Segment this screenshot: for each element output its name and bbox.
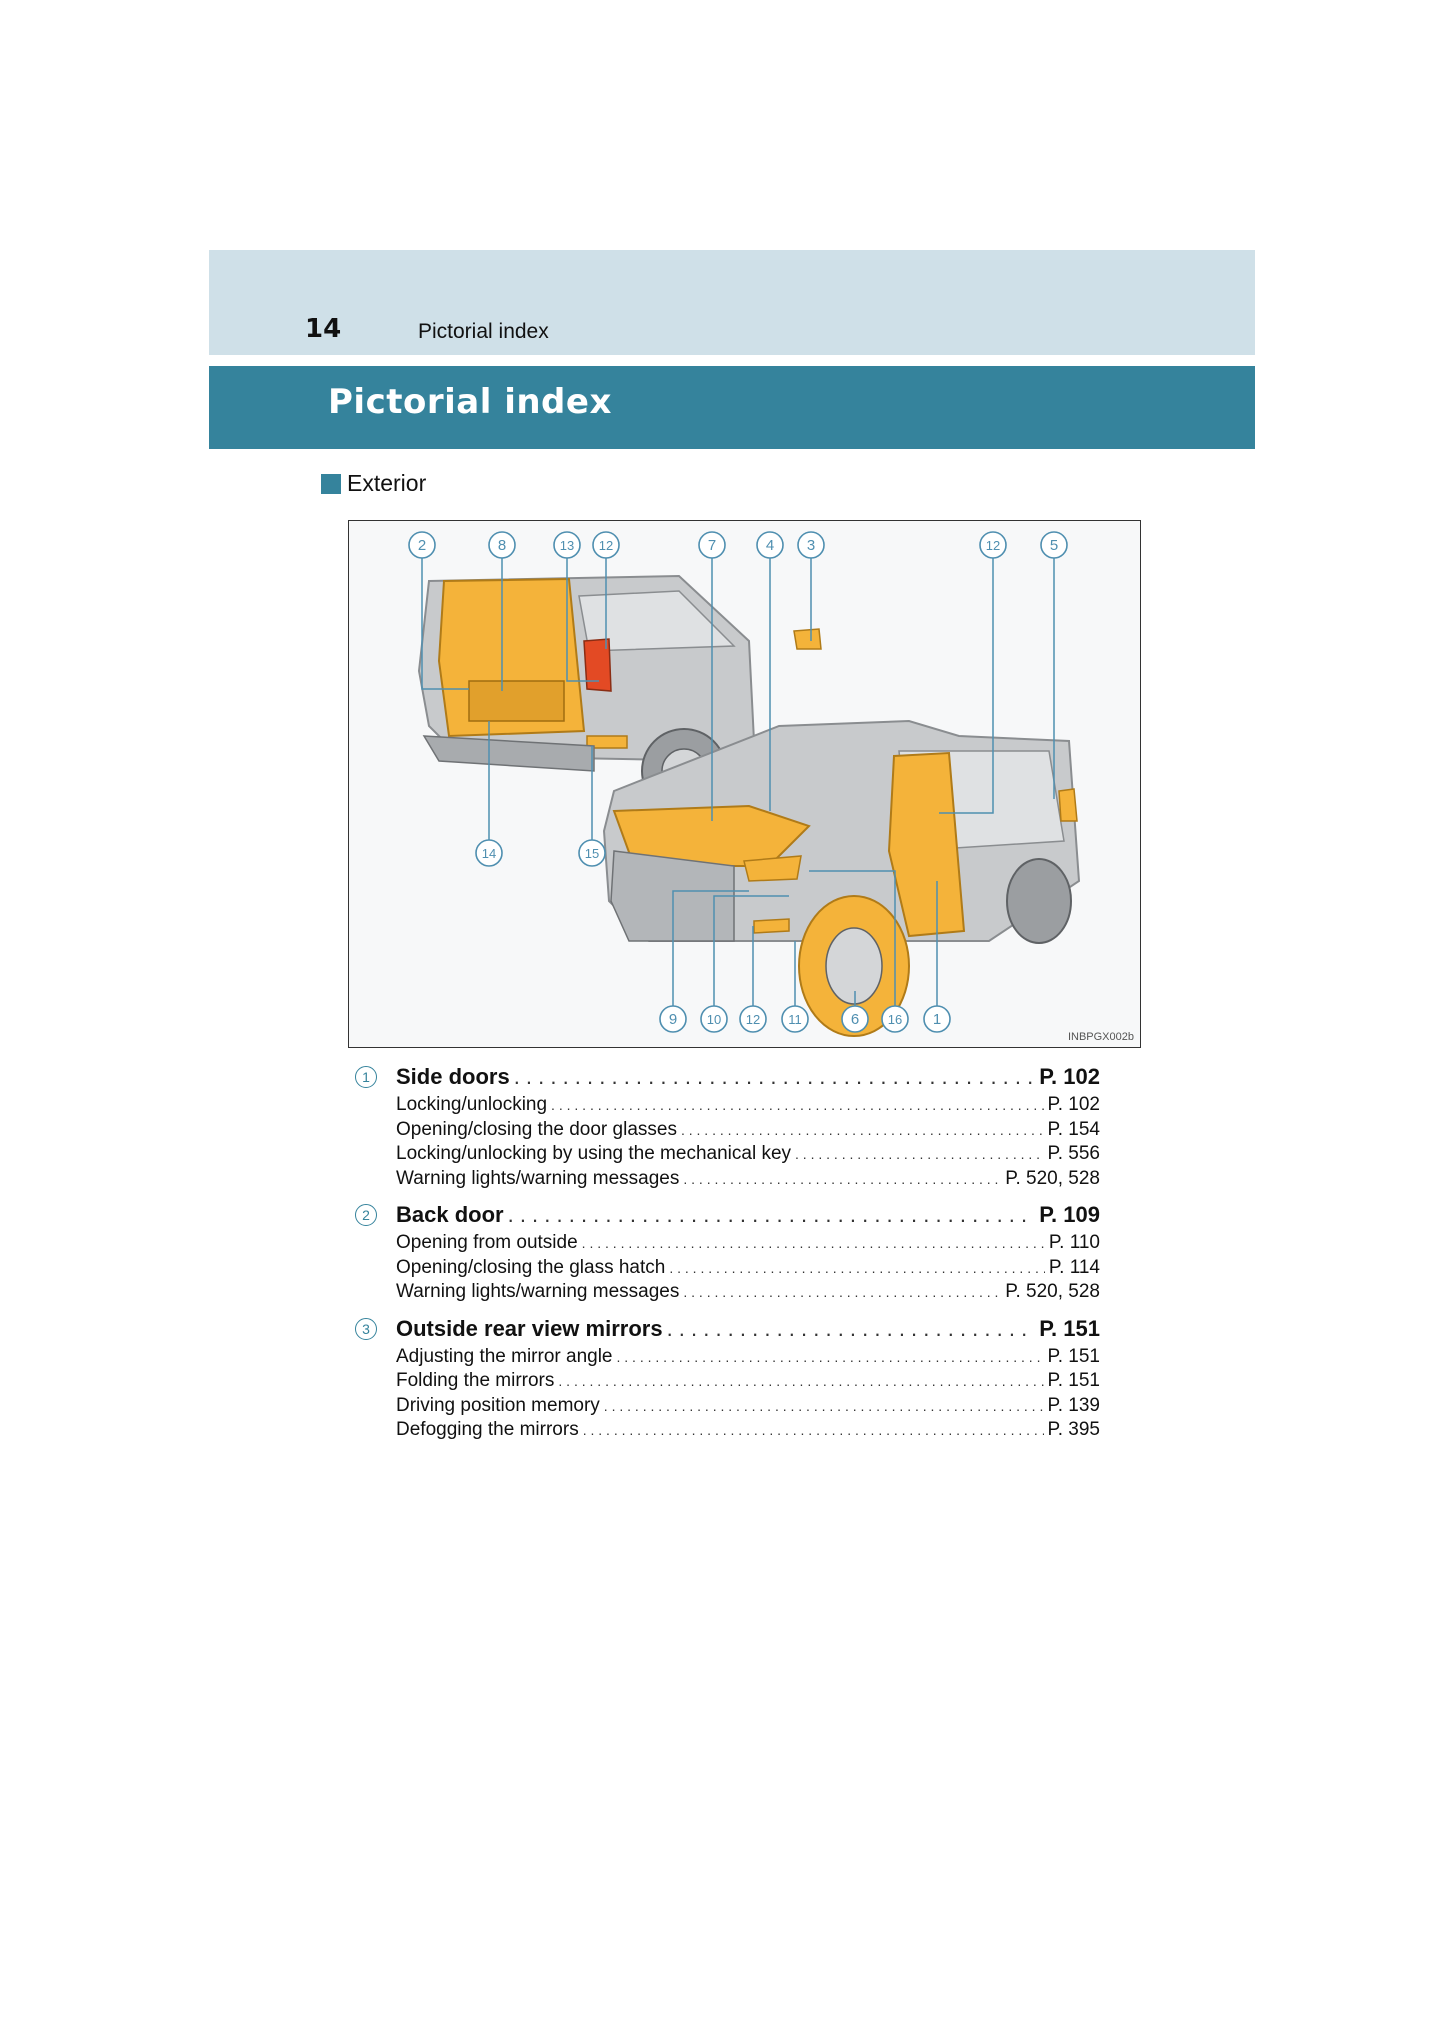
exterior-figure (348, 520, 1141, 1048)
entry-number-badge: 1 (355, 1066, 377, 1088)
callout-5 (1041, 532, 1067, 558)
svg-text:10: 10 (706, 1012, 722, 1027)
svg-text:5: 5 (1049, 537, 1059, 554)
sub-entry (396, 1395, 1100, 1420)
svg-text:12: 12 (745, 1012, 761, 1027)
sub-entry-label: Defogging the mirrors (396, 1419, 579, 1440)
sub-entry (396, 1419, 1100, 1444)
dot-leader (582, 1235, 1045, 1251)
sub-entry-page-ref[interactable]: P. 110 (1048, 1232, 1100, 1253)
dot-leader (604, 1398, 1044, 1414)
sub-entry-page-ref[interactable]: P. 520, 528 (1005, 1281, 1100, 1302)
dot-leader (683, 1171, 1001, 1187)
sub-entry-page-ref[interactable]: P. 151 (1047, 1345, 1100, 1367)
callout-10 (701, 1006, 727, 1032)
callout-13 (554, 532, 580, 558)
dot-leader (667, 1316, 1036, 1342)
dot-leader (669, 1260, 1045, 1276)
index-entry (355, 1064, 1100, 1192)
sub-entry-page-ref[interactable]: P. 556 (1047, 1143, 1100, 1164)
sub-entry (396, 1232, 1100, 1257)
callout-14 (476, 840, 502, 866)
svg-text:1: 1 (932, 1011, 942, 1028)
svg-text:4: 4 (765, 537, 775, 554)
section-heading (321, 470, 426, 497)
index-entry (355, 1202, 1100, 1306)
svg-text:12: 12 (985, 538, 1001, 553)
sub-entry (396, 1143, 1100, 1168)
figure-code: INBPGX002b (1067, 1031, 1134, 1043)
sub-entry-page-ref[interactable]: P. 151 (1047, 1370, 1100, 1391)
entry-heading (355, 1316, 1100, 1346)
sub-entry-page-ref[interactable]: P. 395 (1047, 1419, 1100, 1440)
entry-page-ref[interactable]: P. 102 (1039, 1064, 1100, 1089)
sub-entry (396, 1281, 1100, 1306)
entry-page-ref[interactable]: P. 109 (1039, 1202, 1100, 1227)
dot-leader (551, 1097, 1043, 1113)
dot-leader (681, 1122, 1044, 1138)
sub-entry (396, 1370, 1100, 1395)
sub-entry-page-ref[interactable]: P. 102 (1047, 1094, 1100, 1115)
sub-entry-label: Folding the mirrors (396, 1370, 555, 1391)
svg-text:14: 14 (481, 846, 497, 861)
dot-leader (795, 1146, 1044, 1162)
svg-text:6: 6 (850, 1011, 860, 1028)
index-entry (355, 1316, 1100, 1444)
sub-entry (396, 1094, 1100, 1119)
dot-leader (683, 1284, 1001, 1300)
sub-entry-page-ref[interactable]: P. 154 (1047, 1118, 1100, 1140)
entry-heading (355, 1064, 1100, 1094)
sub-entry-page-ref[interactable]: P. 139 (1047, 1394, 1100, 1416)
section-square-icon (321, 474, 341, 494)
callout-16 (882, 1006, 908, 1032)
callout-12 (740, 1006, 766, 1032)
svg-text:13: 13 (559, 538, 575, 553)
sub-entry-label: Locking/unlocking by using the mechanical key (396, 1143, 792, 1164)
svg-text:9: 9 (668, 1011, 678, 1028)
callout-9 (660, 1006, 686, 1032)
sub-entry-label: Warning lights/warning messages (396, 1281, 680, 1302)
header-band (209, 250, 1255, 355)
sub-entry (396, 1168, 1100, 1193)
svg-text:2: 2 (417, 537, 427, 554)
page-title: Pictorial index (328, 382, 612, 422)
sub-entry (396, 1119, 1100, 1144)
vehicle-illustration (349, 521, 1139, 1046)
sub-entry-label: Opening/closing the glass hatch (396, 1256, 666, 1278)
sub-entry-page-ref[interactable]: P. 114 (1048, 1256, 1100, 1278)
svg-text:8: 8 (497, 537, 507, 554)
running-header: Pictorial index (418, 320, 549, 343)
entry-label: Outside rear view mirrors (396, 1315, 663, 1341)
entry-label: Back door (396, 1202, 504, 1227)
sub-entry (396, 1346, 1100, 1371)
callout-7 (699, 532, 725, 558)
sub-entry-label: Locking/unlocking (396, 1094, 548, 1115)
svg-text:11: 11 (788, 1012, 802, 1027)
callout-1 (924, 1006, 950, 1032)
callout-8 (489, 532, 515, 558)
svg-text:3: 3 (806, 537, 816, 554)
dot-leader (514, 1064, 1036, 1090)
sub-entry (396, 1257, 1100, 1282)
svg-text:15: 15 (584, 846, 600, 861)
svg-text:7: 7 (707, 537, 717, 554)
entry-number-badge: 2 (355, 1204, 377, 1226)
sub-entry-page-ref[interactable]: P. 520, 528 (1005, 1167, 1100, 1189)
sub-entry-label: Adjusting the mirror angle (396, 1345, 613, 1367)
dot-leader (583, 1422, 1044, 1438)
dot-leader (558, 1373, 1043, 1389)
callout-4 (757, 532, 783, 558)
svg-text:12: 12 (598, 538, 614, 553)
callout-3 (798, 532, 824, 558)
sub-entry-label: Driving position memory (396, 1394, 600, 1416)
svg-text:16: 16 (887, 1012, 903, 1027)
page-number: 14 (305, 314, 342, 344)
sub-entry-label: Opening/closing the door glasses (396, 1118, 677, 1140)
callout-6 (842, 1006, 868, 1032)
entry-page-ref[interactable]: P. 151 (1039, 1315, 1100, 1341)
entry-heading (355, 1202, 1100, 1232)
callout-11 (782, 1006, 808, 1032)
title-band (209, 366, 1255, 449)
callout-2 (409, 532, 435, 558)
sub-entry-label: Warning lights/warning messages (396, 1167, 680, 1189)
sub-entry-label: Opening from outside (396, 1232, 578, 1253)
section-heading-label: Exterior (347, 470, 427, 496)
entry-number-badge: 3 (355, 1318, 377, 1340)
callout-15 (579, 840, 605, 866)
front-vehicle (604, 721, 1079, 1036)
dot-leader (508, 1202, 1036, 1228)
index-list (355, 1064, 1100, 1454)
entry-label: Side doors (396, 1064, 510, 1089)
callout-12 (980, 532, 1006, 558)
callout-12 (593, 532, 619, 558)
dot-leader (617, 1349, 1044, 1365)
